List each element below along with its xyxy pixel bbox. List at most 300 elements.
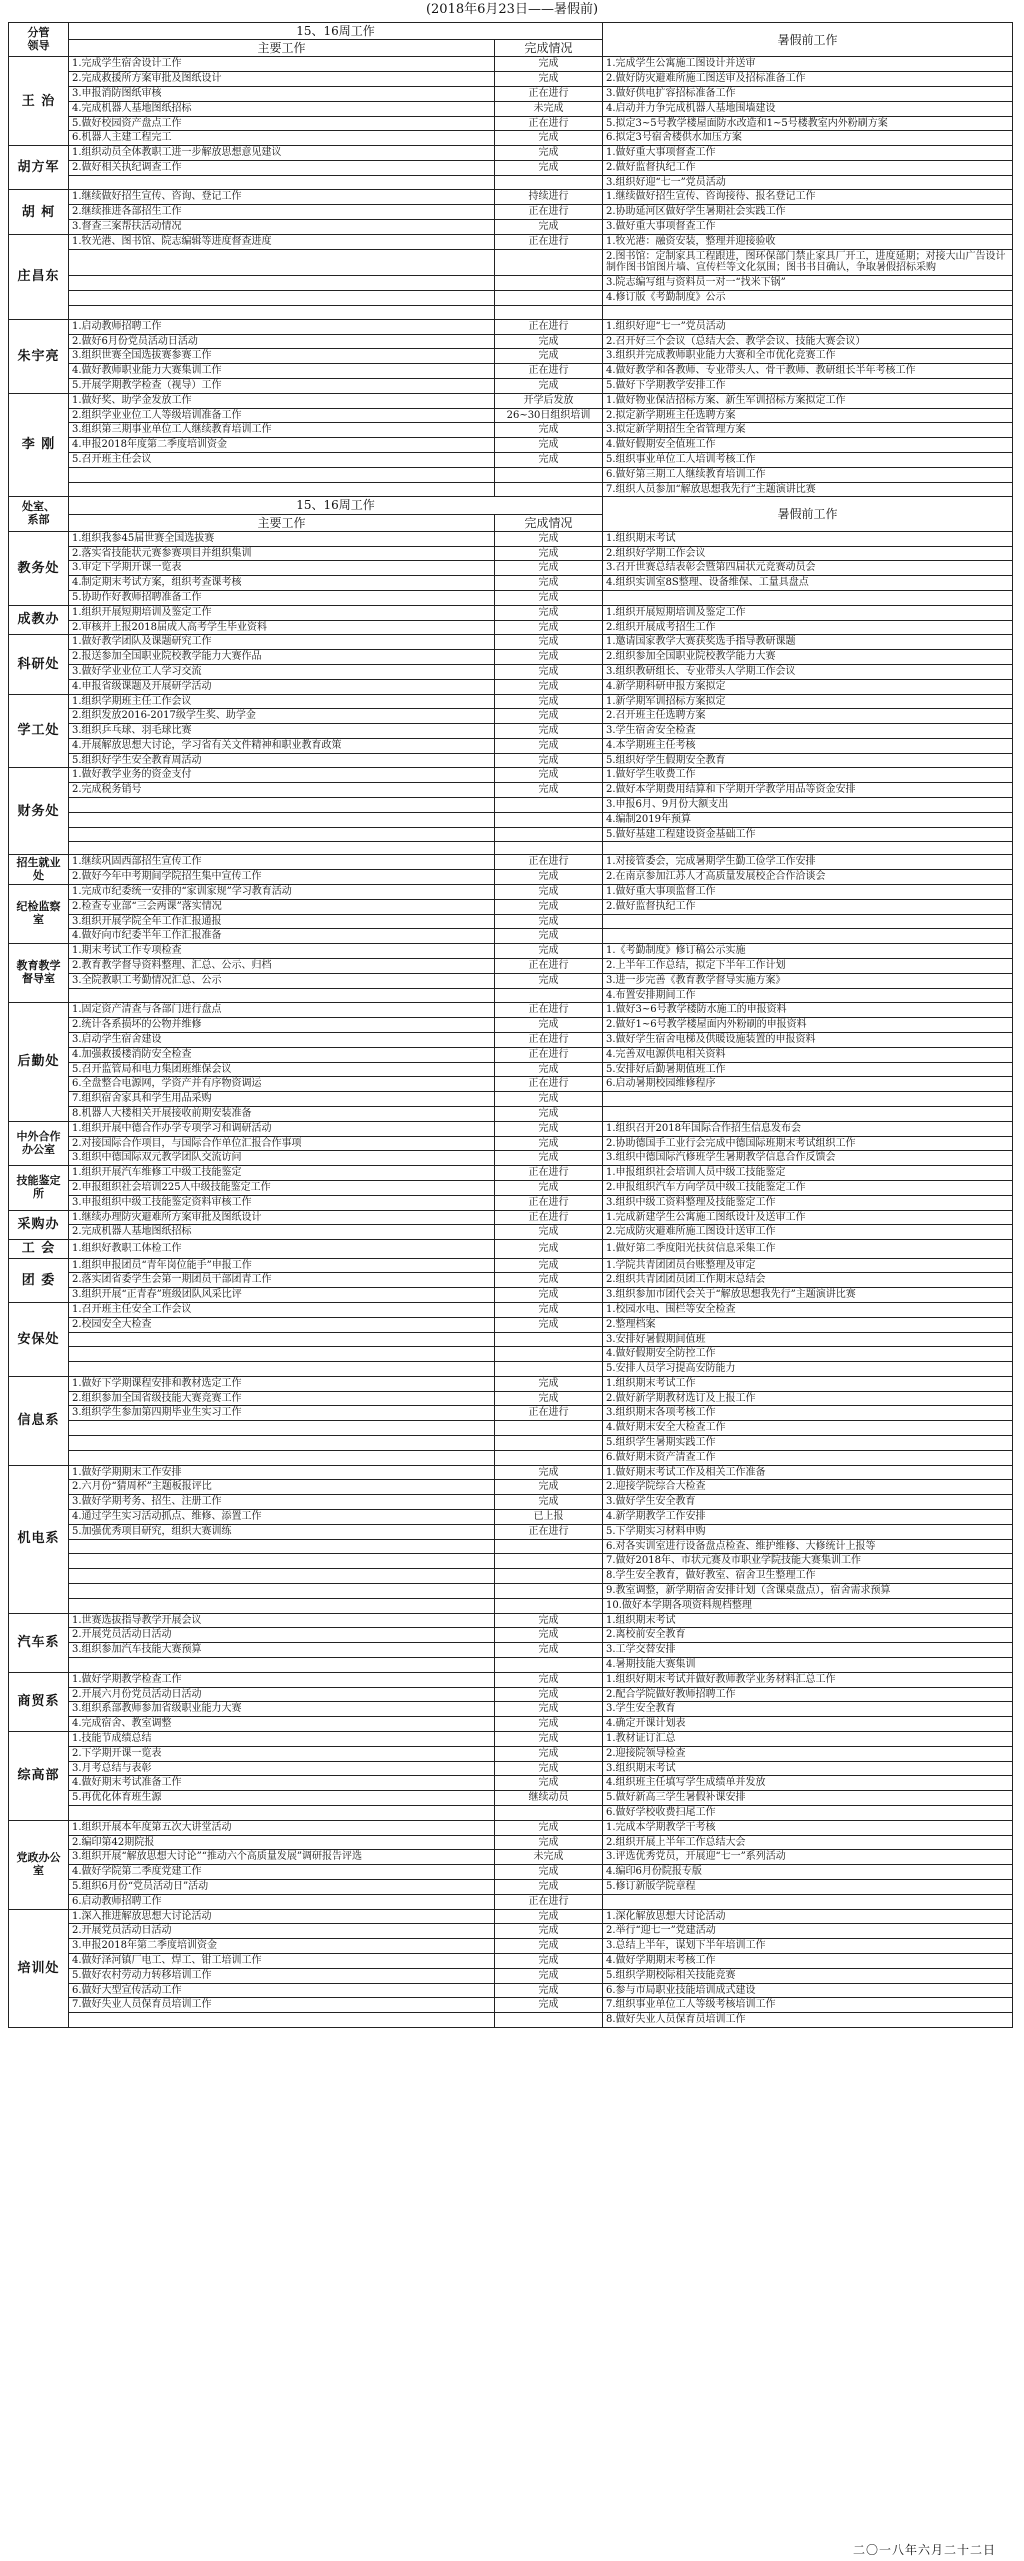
table-row <box>9 305 1013 319</box>
task-status <box>495 291 603 306</box>
weekly-task: 5.再优化体育班生源 <box>69 1791 495 1806</box>
unit-name: 科研处 <box>9 635 69 694</box>
task-status: 正在进行 <box>495 1195 603 1210</box>
task-status: 完成 <box>495 1376 603 1391</box>
summer-task: 3.拟定新学期招生全省管理方案 <box>603 423 1013 438</box>
table-row <box>9 453 1013 468</box>
summer-task: 3.学生安全教育 <box>603 1702 1013 1717</box>
task-status: 完成 <box>495 1983 603 1998</box>
weekly-task: 2.开展党员活动日活动 <box>69 1628 495 1643</box>
weekly-task: 1.做好教学团队及课题研究工作 <box>69 635 495 650</box>
summer-task: 5.组织学期校际相关技能竞赛 <box>603 1968 1013 1983</box>
task-status: 完成 <box>495 929 603 944</box>
summer-task: 3.工学交替安排 <box>603 1643 1013 1658</box>
table-row <box>9 959 1013 974</box>
table-row <box>9 1539 1013 1554</box>
summer-task: 4.启动并力争完成机器人基地围墙建设 <box>603 101 1013 116</box>
table-row <box>9 131 1013 146</box>
weekly-task: 1.做好下学期课程安排和教材选定工作 <box>69 1376 495 1391</box>
table-row <box>9 1894 1013 1909</box>
summer-task: 2.完成防灾避难所施工图设计送审工作 <box>603 1225 1013 1240</box>
task-status: 完成 <box>495 664 603 679</box>
summer-header: 暑假前工作 <box>603 497 1013 531</box>
table-row <box>9 1924 1013 1939</box>
task-status: 完成 <box>495 1225 603 1240</box>
table-row <box>9 408 1013 423</box>
summer-task: 1.《考勤制度》修订稿公示实施 <box>603 944 1013 959</box>
task-status: 完成 <box>495 1687 603 1702</box>
table-row <box>9 1850 1013 1865</box>
weekly-task <box>69 1554 495 1569</box>
weekly-task <box>69 1332 495 1347</box>
task-status: 完成 <box>495 1151 603 1166</box>
empty-cell <box>603 1092 1013 1107</box>
task-status <box>495 1436 603 1451</box>
unit-name: 中外合作办公室 <box>9 1121 69 1165</box>
summer-task: 9.教室调整，新学期宿舍安排计划（含课桌盘点），宿舍需求预算 <box>603 1584 1013 1599</box>
empty-cell <box>603 305 1013 319</box>
task-status: 完成 <box>495 1879 603 1894</box>
task-status: 完成 <box>495 1998 603 2013</box>
table-row <box>9 576 1013 591</box>
weekly-task <box>69 1347 495 1362</box>
task-status: 正在进行 <box>495 1003 603 1018</box>
period-header: 15、16周工作 <box>69 497 603 514</box>
summer-task: 2.组织好学期工作会议 <box>603 546 1013 561</box>
table-row <box>9 1806 1013 1821</box>
weekly-task: 2.教育教学督导资料整理、汇总、公示、归档 <box>69 959 495 974</box>
table-row <box>9 1121 1013 1136</box>
weekly-task: 1.组织开展本年度第五次大讲堂活动 <box>69 1820 495 1835</box>
unit-name: 李 刚 <box>9 393 69 497</box>
summer-task: 1.完成本学期教学干考核 <box>603 1820 1013 1835</box>
summer-task: 4.完善双电源供电相关资料 <box>603 1047 1013 1062</box>
table-row <box>9 1613 1013 1628</box>
task-status: 未完成 <box>495 1850 603 1865</box>
table-row <box>9 1628 1013 1643</box>
task-status: 完成 <box>495 753 603 768</box>
summer-task: 1.组织好期末考试并做好教师教学业务材料汇总工作 <box>603 1672 1013 1687</box>
summer-task: 3.学生宿舍安全检查 <box>603 724 1013 739</box>
summer-task: 3.组织并完成教师职业能力大赛和全市优化竞赛工作 <box>603 349 1013 364</box>
task-status <box>495 1598 603 1613</box>
task-status: 完成 <box>495 1746 603 1761</box>
weekly-task: 1.组织学期班主任工作会议 <box>69 694 495 709</box>
work-plan-table <box>8 22 1013 2028</box>
table-row <box>9 1166 1013 1181</box>
summer-task: 2.做好新学期教材选订及上报工作 <box>603 1391 1013 1406</box>
weekly-task: 3.启动学生宿舍建设 <box>69 1033 495 1048</box>
summer-task: 3.组织期末各项考核工作 <box>603 1406 1013 1421</box>
task-status: 完成 <box>495 1480 603 1495</box>
summer-task: 6.启动暑期校园维修程序 <box>603 1077 1013 1092</box>
weekly-task: 1.继续做好招生宣传、咨询、登记工作 <box>69 190 495 205</box>
summer-task: 7.做好2018年、市状元赛及市职业学院技能大赛集训工作 <box>603 1554 1013 1569</box>
task-status: 正在进行 <box>495 959 603 974</box>
weekly-task: 2.完成救援所方案审批及图纸设计 <box>69 72 495 87</box>
table-row <box>9 1376 1013 1391</box>
summer-task: 5.组织事业单位工人培训考核工作 <box>603 453 1013 468</box>
summer-task: 5.做好基建工程建设资金基础工作 <box>603 827 1013 842</box>
table-row <box>9 1687 1013 1702</box>
summer-task: 6.做好第三期工人继续教育培训工作 <box>603 467 1013 482</box>
table-row <box>9 86 1013 101</box>
unit-name: 胡方军 <box>9 146 69 190</box>
weekly-task: 2.编印第42期院报 <box>69 1835 495 1850</box>
summer-task: 4.确定开课计划表 <box>603 1717 1013 1732</box>
summer-task: 3.安排好暑假期间值班 <box>603 1332 1013 1347</box>
weekly-task: 7.做好失业人员保育员培训工作 <box>69 1998 495 2013</box>
task-status: 完成 <box>495 1062 603 1077</box>
summer-task: 1.做好学生收费工作 <box>603 768 1013 783</box>
summer-task: 2.做好防灾避难所施工图送审及招标准备工作 <box>603 72 1013 87</box>
table-row <box>9 1569 1013 1584</box>
table-row <box>9 160 1013 175</box>
weekly-task: 5.做好农村劳动力转移培训工作 <box>69 1968 495 1983</box>
weekly-task: 2.校园安全大检查 <box>69 1317 495 1332</box>
status-header: 完成情况 <box>495 40 603 57</box>
weekly-task: 4.开展解放思想大讨论，学习省有关文件精神和职业教育政策 <box>69 738 495 753</box>
weekly-task: 1.继续办理防灾避难所方案审批及图纸设计 <box>69 1210 495 1225</box>
task-status: 完成 <box>495 1107 603 1122</box>
task-status: 完成 <box>495 1776 603 1791</box>
task-status: 26~30日组织培训 <box>495 408 603 423</box>
task-status: 完成 <box>495 1732 603 1747</box>
task-status <box>495 175 603 190</box>
table-row <box>9 1598 1013 1613</box>
weekly-task: 1.做好学期期末工作安排 <box>69 1465 495 1480</box>
weekly-task: 5.做好校园资产盘点工作 <box>69 116 495 131</box>
weekly-task: 1.牧光港、图书馆、院志编辑等进度督查进度 <box>69 234 495 249</box>
task-status: 完成 <box>495 944 603 959</box>
weekly-task: 2.做好今年中考期间学院招生集中宣传工作 <box>69 870 495 885</box>
table-row <box>9 1879 1013 1894</box>
table-row <box>9 379 1013 394</box>
weekly-task: 3.审定下学期开课一览表 <box>69 561 495 576</box>
task-status: 完成 <box>495 1465 603 1480</box>
table-row <box>9 709 1013 724</box>
weekly-task: 3.督查三案帮扶活动情况 <box>69 220 495 235</box>
summer-task: 3.评选优秀党员，开展迎“七一”系列活动 <box>603 1850 1013 1865</box>
table-row <box>9 929 1013 944</box>
task-status: 完成 <box>495 334 603 349</box>
task-status: 完成 <box>495 1181 603 1196</box>
task-status: 完成 <box>495 220 603 235</box>
table-row <box>9 635 1013 650</box>
summer-task: 1.校园水电、围栏等安全检查 <box>603 1302 1013 1317</box>
summer-task: 3.总结上半年，谋划下半年培训工作 <box>603 1939 1013 1954</box>
summer-task: 3.院志编写组与资料员一对一“找米下锅” <box>603 276 1013 291</box>
task-status: 正在进行 <box>495 1210 603 1225</box>
weekly-task: 1.做好学期教学检查工作 <box>69 1672 495 1687</box>
summer-task: 3.进一步完善《教育教学督导实施方案》 <box>603 973 1013 988</box>
task-status: 完成 <box>495 709 603 724</box>
weekly-task: 3.组织开展“正青春”班级团队风采比评 <box>69 1288 495 1303</box>
summer-task: 5.安排人员学习提高安防能力 <box>603 1362 1013 1377</box>
summer-task: 3.组织中德国际汽修班学生暑期教学信息合作反馈会 <box>603 1151 1013 1166</box>
summer-task: 3.组织期末考试 <box>603 1761 1013 1776</box>
task-status: 完成 <box>495 590 603 605</box>
summer-task: 4.做好学期期末考核工作 <box>603 1953 1013 1968</box>
summer-task: 2.离校前安全教育 <box>603 1628 1013 1643</box>
table-row <box>9 1732 1013 1747</box>
table-row <box>9 1225 1013 1240</box>
empty-cell <box>495 988 603 1003</box>
weekly-task: 2.开展党员活动日活动 <box>69 1924 495 1939</box>
table-row <box>9 1062 1013 1077</box>
table-row <box>9 753 1013 768</box>
weekly-task: 2.申报组织社会培训225人中级技能鉴定工作 <box>69 1181 495 1196</box>
table-row <box>9 870 1013 885</box>
weekly-task: 2.做好相关执纪调查工作 <box>69 160 495 175</box>
task-status: 继续动员 <box>495 1791 603 1806</box>
summer-task: 4.编制2019年预算 <box>603 812 1013 827</box>
table-row <box>9 1018 1013 1033</box>
task-status: 完成 <box>495 72 603 87</box>
weekly-task: 2.检查专业部“三会两课”落实情况 <box>69 899 495 914</box>
table-row <box>9 205 1013 220</box>
task-status: 完成 <box>495 1018 603 1033</box>
weekly-task: 1.做好奖、助学金发放工作 <box>69 393 495 408</box>
summer-task: 6.做好学校收费扫尾工作 <box>603 1806 1013 1821</box>
summer-task: 3.召开世赛总结表彰会暨第四届状元竞赛动员会 <box>603 561 1013 576</box>
table-row <box>9 349 1013 364</box>
task-status: 完成 <box>495 1953 603 1968</box>
summer-task: 3.申报6月、9月份大额支出 <box>603 798 1013 813</box>
summer-task: 2.组织共青团团员团工作期末总结会 <box>603 1273 1013 1288</box>
summer-task: 2.图书馆：定制家具工程跟进，图环保部门禁止家具厂开工，进度延期；对接大山广告设计制作图书馆图片墙、宣传栏等文化氛围；图书书目确认，争取暑假招标采购 <box>603 249 1013 276</box>
task-status: 完成 <box>495 768 603 783</box>
empty-cell <box>69 988 495 1003</box>
table-row <box>9 1658 1013 1673</box>
task-status: 完成 <box>495 1288 603 1303</box>
table-row <box>9 1983 1013 1998</box>
weekly-task: 3.申报2018年第二季度培训资金 <box>69 1939 495 1954</box>
category-header: 分管 领导 <box>9 23 69 57</box>
weekly-task: 5.加强优秀项目研究，组织大赛训练 <box>69 1524 495 1539</box>
task-status <box>495 1569 603 1584</box>
table-row <box>9 546 1013 561</box>
table-row <box>9 812 1013 827</box>
table-row <box>9 1510 1013 1525</box>
weekly-task: 1.固定资产清查与各部门进行盘点 <box>69 1003 495 1018</box>
weekly-task: 2.继续推进各部招生工作 <box>69 205 495 220</box>
empty-cell <box>69 2013 495 2028</box>
table-row <box>9 438 1013 453</box>
table-row <box>9 1003 1013 1018</box>
table-row <box>9 1835 1013 1850</box>
weekly-task <box>69 1539 495 1554</box>
weekly-task: 2.完成机器人基地图纸招标 <box>69 1225 495 1240</box>
empty-cell <box>603 929 1013 944</box>
task-status: 完成 <box>495 914 603 929</box>
task-status <box>495 1658 603 1673</box>
table-row <box>9 1436 1013 1451</box>
table-row <box>9 1362 1013 1377</box>
summer-task: 2.做好1~6号教学楼屋面内外粉刷的申报资料 <box>603 1018 1013 1033</box>
table-row <box>9 319 1013 334</box>
task-status <box>495 1450 603 1465</box>
task-status <box>495 249 603 276</box>
task-status: 完成 <box>495 1865 603 1880</box>
task-status: 完成 <box>495 1240 603 1258</box>
empty-cell <box>603 590 1013 605</box>
weekly-task: 3.申报组织中级工技能鉴定资料审核工作 <box>69 1195 495 1210</box>
table-row <box>9 2013 1013 2028</box>
summer-task: 1.组织期末考试工作 <box>603 1376 1013 1391</box>
weekly-task: 5.召开班主任会议 <box>69 453 495 468</box>
task-status: 完成 <box>495 1643 603 1658</box>
table-row <box>9 988 1013 1003</box>
table-row <box>9 768 1013 783</box>
weekly-task: 4.做好泽河镇厂电工、焊工、钳工培训工作 <box>69 1953 495 1968</box>
status-header: 完成情况 <box>495 514 603 531</box>
task-status: 完成 <box>495 885 603 900</box>
task-status: 正在进行 <box>495 364 603 379</box>
table-row <box>9 827 1013 842</box>
weekly-task: 2.落实省技能状元赛参赛项目并组织集训 <box>69 546 495 561</box>
task-status: 已上报 <box>495 1510 603 1525</box>
weekly-task: 3.组织系部教师参加省级职业能力大赛 <box>69 1702 495 1717</box>
unit-name: 技能鉴定所 <box>9 1166 69 1210</box>
table-row <box>9 724 1013 739</box>
weekly-task <box>69 1569 495 1584</box>
unit-name: 机电系 <box>9 1465 69 1613</box>
table-row <box>9 605 1013 620</box>
weekly-task: 3.申报消防图纸审核 <box>69 86 495 101</box>
task-status: 完成 <box>495 423 603 438</box>
weekly-task: 1.组织开展短期培训及鉴定工作 <box>69 605 495 620</box>
table-row <box>9 899 1013 914</box>
table-row <box>9 190 1013 205</box>
task-status <box>495 798 603 813</box>
summer-task: 6.拟定3号宿舍楼供水加压方案 <box>603 131 1013 146</box>
task-status: 完成 <box>495 1717 603 1732</box>
weekly-task: 1.启动教师招聘工作 <box>69 319 495 334</box>
task-status: 完成 <box>495 694 603 709</box>
unit-name: 工 会 <box>9 1240 69 1258</box>
summer-task: 10.做好本学期各项资料规档整理 <box>603 1598 1013 1613</box>
summer-task: 3.组织教研组长、专业带头人学期工作会议 <box>603 664 1013 679</box>
table-row <box>9 561 1013 576</box>
weekly-task <box>69 467 495 482</box>
task-status: 完成 <box>495 620 603 635</box>
table-row <box>9 1151 1013 1166</box>
task-status: 完成 <box>495 379 603 394</box>
summer-task: 4.做好教学和各教师、专业带头人、骨干教师、教研组长半年考核工作 <box>603 364 1013 379</box>
summer-task: 1.组织召开2018年国际合作招生信息发布会 <box>603 1121 1013 1136</box>
summer-task: 5.安排好后勤暑期值班工作 <box>603 1062 1013 1077</box>
summer-task: 1.申报组织社会培训人员中级工技能鉴定 <box>603 1166 1013 1181</box>
task-status: 完成 <box>495 1121 603 1136</box>
weekly-task: 4.申报省级课题及开展研学活动 <box>69 679 495 694</box>
weekly-task: 4.加强救援楼消防安全检查 <box>69 1047 495 1062</box>
task-status: 完成 <box>495 1702 603 1717</box>
empty-cell <box>495 482 603 497</box>
task-status <box>495 305 603 319</box>
weekly-task: 2.开展六月份党员活动日活动 <box>69 1687 495 1702</box>
unit-name: 教育教学督导室 <box>9 944 69 1003</box>
weekly-task <box>69 1436 495 1451</box>
table-row <box>9 650 1013 665</box>
table-row <box>9 679 1013 694</box>
task-status: 正在进行 <box>495 1406 603 1421</box>
table-row <box>9 1968 1013 1983</box>
summer-task: 8.做好失业人员保育员培训工作 <box>603 2013 1013 2028</box>
table-row <box>9 1181 1013 1196</box>
task-status: 完成 <box>495 1672 603 1687</box>
empty-cell <box>603 1107 1013 1122</box>
table-row <box>9 423 1013 438</box>
task-status: 完成 <box>495 1273 603 1288</box>
weekly-task: 2.统计各系损坏的公物并维修 <box>69 1018 495 1033</box>
task-status <box>495 1332 603 1347</box>
table-row <box>9 334 1013 349</box>
unit-name: 教务处 <box>9 531 69 605</box>
weekly-task <box>69 276 495 291</box>
summer-task: 4.组织实训室8S整理、设备维保、工量具盘点 <box>603 576 1013 591</box>
table-row <box>9 855 1013 870</box>
weekly-task <box>69 1598 495 1613</box>
weekly-task <box>69 291 495 306</box>
table-row <box>9 1643 1013 1658</box>
summer-task: 2.做好监督执纪工作 <box>603 899 1013 914</box>
table-row <box>9 1332 1013 1347</box>
unit-name: 团 委 <box>9 1258 69 1302</box>
weekly-task: 2.做好6月份党员活动日活动 <box>69 334 495 349</box>
weekly-task: 2.落实团省委学生会第一期团员干部团青工作 <box>69 1273 495 1288</box>
unit-name: 安保处 <box>9 1302 69 1376</box>
task-status: 完成 <box>495 438 603 453</box>
summer-task: 8.学生安全教育，做好教室、宿舍卫生整理工作 <box>603 1569 1013 1584</box>
table-row <box>9 1584 1013 1599</box>
task-status: 完成 <box>495 783 603 798</box>
weekly-task: 4.通过学生实习活动抓点、维修、添置工作 <box>69 1510 495 1525</box>
weekly-task: 6.机器人主建工程完工 <box>69 131 495 146</box>
weekly-task: 5.开展学期教学检查（视导）工作 <box>69 379 495 394</box>
summer-task: 1.做好期末考试工作及相关工作准备 <box>603 1465 1013 1480</box>
table-row <box>9 1033 1013 1048</box>
summer-task: 2.举行“迎七一”党建活动 <box>603 1924 1013 1939</box>
weekly-task <box>69 1450 495 1465</box>
table-row <box>9 1421 1013 1436</box>
summer-task: 1.做好3~6号教学楼防水施工的申报资料 <box>603 1003 1013 1018</box>
summer-header: 暑假前工作 <box>603 23 1013 57</box>
summer-task: 2.协助德国手工业行会完成中德国际班期末考试组织工作 <box>603 1136 1013 1151</box>
weekly-task: 5.组织好学生安全教育周活动 <box>69 753 495 768</box>
weekly-task: 2.对接国际合作项目，与国际合作单位汇报合作事项 <box>69 1136 495 1151</box>
summer-task: 4.本学期班主任考核 <box>603 738 1013 753</box>
table-row <box>9 783 1013 798</box>
summer-task: 4.编印6月份院报专版 <box>603 1865 1013 1880</box>
summer-task: 1.组织好迎“七一”党员活动 <box>603 319 1013 334</box>
task-status: 开学后发放 <box>495 393 603 408</box>
task-status: 完成 <box>495 453 603 468</box>
task-status: 完成 <box>495 1302 603 1317</box>
weekly-task <box>69 305 495 319</box>
table-row <box>9 1820 1013 1835</box>
table-row <box>9 1107 1013 1122</box>
weekly-task: 1.深入推进解放思想大讨论活动 <box>69 1909 495 1924</box>
table-row <box>9 1406 1013 1421</box>
summer-task: 1.做好重大事项督查工作 <box>603 146 1013 161</box>
summer-task: 3.组织好迎“七一”党员活动 <box>603 175 1013 190</box>
task-status: 完成 <box>495 160 603 175</box>
weekly-task: 1.组织好教职工体检工作 <box>69 1240 495 1258</box>
weekly-task: 4.完成宿舍、教室调整 <box>69 1717 495 1732</box>
weekly-task: 6.启动教师招聘工作 <box>69 1894 495 1909</box>
summer-task: 3.做好供电扩容招标准备工作 <box>603 86 1013 101</box>
